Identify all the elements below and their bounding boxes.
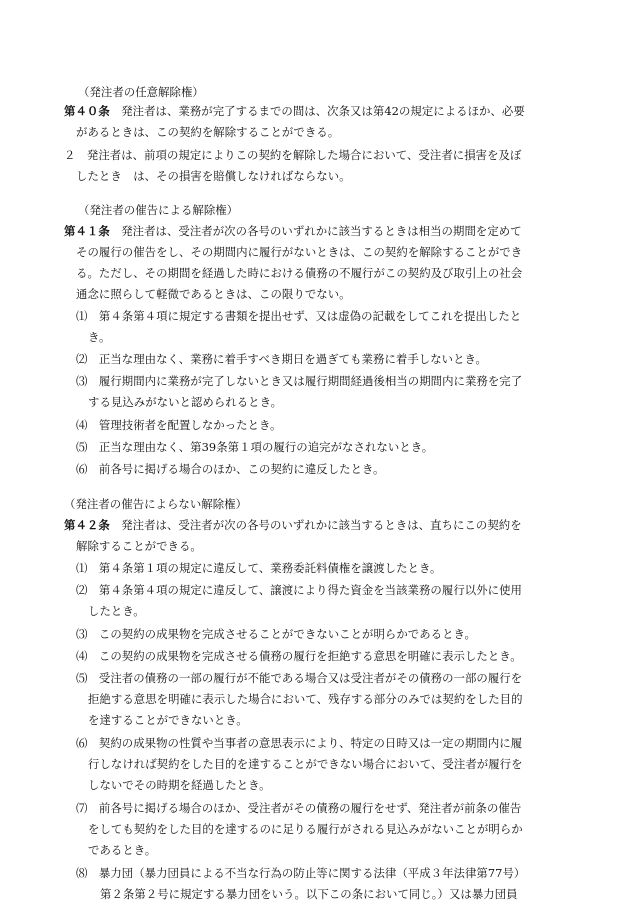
article-41-item-3-line-1: ⑶ 履行期間内に業務が完了しないとき又は履行期間経過後相当の期間内に業務を完了 <box>76 374 523 388</box>
article-40-line-1 <box>64 104 525 118</box>
article-42-item-6-line-3: しないでその時期を経過したとき。 <box>88 778 271 792</box>
article-41-item-5-line-1: ⑸ 正当な理由なく、第39条第１項の履行の追完がなされないとき。 <box>76 440 434 454</box>
article-41-item-6-line-1: ⑹ 前各号に掲げる場合のほか、この契約に違反したとき。 <box>76 462 385 476</box>
article-42-item-7-line-1: ⑺ 前各号に掲げる場合のほか、受注者がその債務の履行をせず、発注者が前条の催告 <box>76 801 522 815</box>
article-42-heading: （発注者の催告によらない解除権） <box>64 497 248 511</box>
article-41-heading: （発注者の催告による解除権） <box>78 203 239 217</box>
article-42-item-7-line-2: をしても契約をした目的を達するのに足りる履行がされる見込みがないことが明らか <box>88 822 523 836</box>
article-42-number: 第４２条 <box>64 518 110 532</box>
article-42-item-5-line-2: 拒絶する意思を明確に表示した場合において、残存する部分のみでは契約をした目的 <box>88 692 523 706</box>
article-40-para-2-line-2: したとき は、その損害を賠償しなければならない。 <box>76 169 351 183</box>
article-40-text-1: 発注者は、業務が完了するまでの間は、次条又は第42の規定によるほか、必要 <box>121 104 525 118</box>
article-42-item-3-line-1: ⑶ この契約の成果物を完成させることができないことが明らかであるとき。 <box>76 627 476 641</box>
article-42-item-4-line-1: ⑷ この契約の成果物を完成させる債務の履行を拒絶する意思を明確に表示したとき。 <box>76 649 522 663</box>
article-41-line-1 <box>64 224 522 238</box>
article-41-item-3-line-2: する見込みがないと認められるとき。 <box>88 395 283 409</box>
article-41-item-4-line-1: ⑷ 管理技術者を配置しなかったとき。 <box>76 418 282 432</box>
article-40-line-2: があるときは、この契約を解除することができる。 <box>76 125 340 139</box>
article-42-item-5-line-1: ⑸ 受注者の債務の一部の履行が不能である場合又は受注者がその債務の一部の履行を <box>76 671 523 685</box>
article-42-item-8-line-1: ⑻ 暴力団（暴力団員による不当な行為の防止等に関する法律（平成３年法律第77号） <box>76 866 526 880</box>
article-41-line-3: る。ただし、その期間を経過した時における債務の不履行がこの契約及び取引上の社会 <box>76 266 523 280</box>
article-42-item-8-line-2: 第２条第２号に規定する暴力団をいう。以下この条において同じ。）又は暴力団員 <box>100 887 518 901</box>
article-41-item-1-line-2: き。 <box>88 330 111 344</box>
article-41-text-1: 発注者は、受注者が次の各号のいずれかに該当するときは相当の期間を定めて <box>121 224 522 238</box>
article-42-item-7-line-3: であるとき。 <box>88 843 157 857</box>
article-40-heading: （発注者の任意解除権） <box>78 85 204 99</box>
article-42-item-1-line-1: ⑴ 第４条第１項の規定に違反して、業務委託料債権を譲渡したとき。 <box>76 561 442 575</box>
article-41-line-2: その履行の催告をし、その期間内に履行がないときは、この契約を解除することができ <box>76 245 523 259</box>
article-42-item-6-line-2: 行しなければ契約をした目的を達することができない場合において、受注者が履行を <box>88 757 523 771</box>
article-42-line-1 <box>64 518 522 532</box>
article-42-item-2-line-1: ⑵ 第４条第４項の規定に違反して、譲渡により得た資金を当該業務の履行以外に使用 <box>76 583 522 597</box>
article-42-item-2-line-2: したとき。 <box>88 604 145 618</box>
article-42-line-2: 解除することができる。 <box>76 539 202 553</box>
article-41-number: 第４１条 <box>64 224 110 238</box>
article-41-line-4: 通念に照らして軽微であるときは、この限りでない。 <box>76 287 351 301</box>
article-40-number: 第４０条 <box>64 104 110 118</box>
article-42-item-6-line-1: ⑹ 契約の成果物の性質や当事者の意思表示により、特定の日時又は一定の期間内に履 <box>76 736 523 750</box>
article-41-item-2-line-1: ⑵ 正当な理由なく、業務に着手すべき期日を過ぎても業務に着手しないとき。 <box>76 352 487 366</box>
article-42-text-1: 発注者は、受注者が次の各号のいずれかに該当するときは、直ちにこの契約を <box>121 518 522 532</box>
article-41-item-1-line-1: ⑴ 第４条第４項に規定する書類を提出せず、又は虚偽の記載をしてこれを提出したと <box>76 309 522 323</box>
article-42-item-5-line-3: を達することができないとき。 <box>88 713 248 727</box>
article-40-para-2-line-1: ２ 発注者は、前項の規定によりこの契約を解除した場合において、受注者に損害を及ぼ <box>64 148 522 162</box>
